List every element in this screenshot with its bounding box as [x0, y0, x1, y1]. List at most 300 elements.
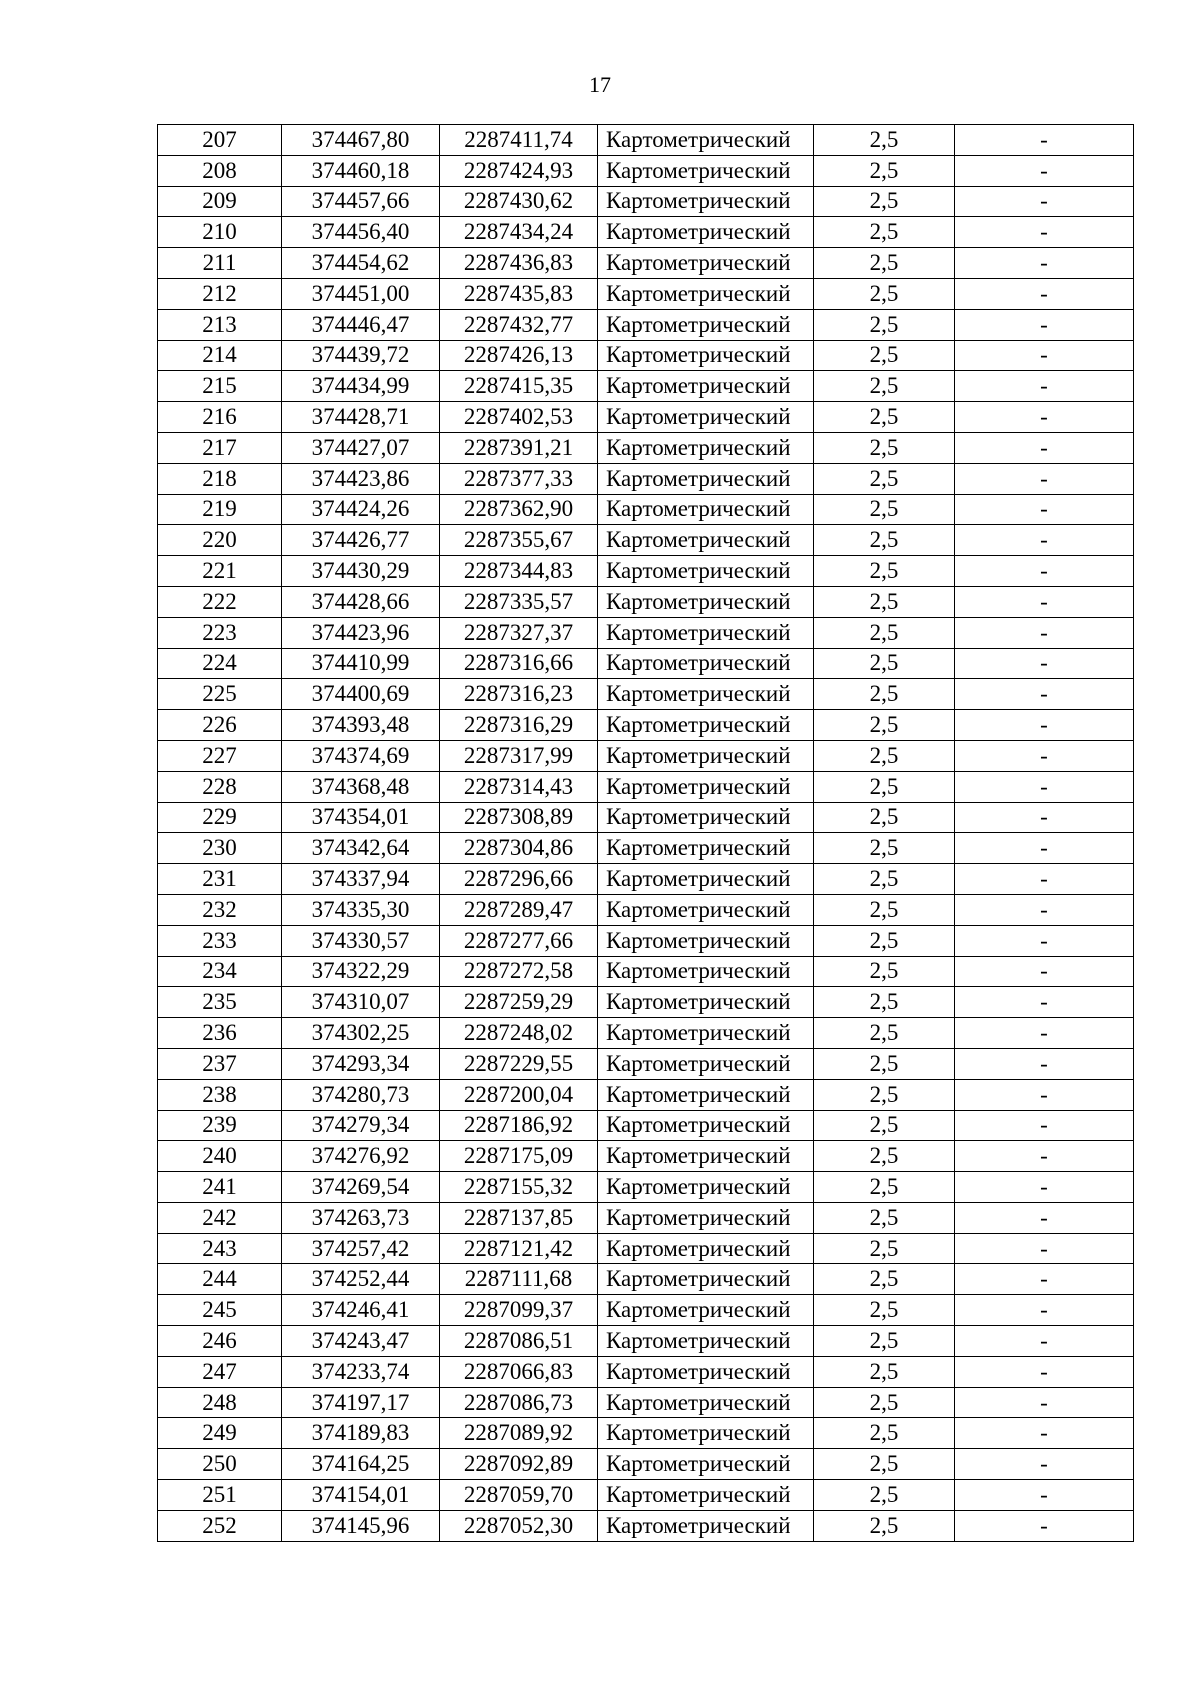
- method-cell: Картометрический: [598, 1449, 814, 1480]
- accuracy-cell: 2,5: [814, 186, 955, 217]
- y-coordinate-cell: 2287200,04: [440, 1079, 598, 1110]
- method-cell: Картометрический: [598, 925, 814, 956]
- y-coordinate-cell: 2287248,02: [440, 1018, 598, 1049]
- description-cell: -: [955, 155, 1134, 186]
- method-cell: Картометрический: [598, 833, 814, 864]
- method-cell: Картометрический: [598, 586, 814, 617]
- table-body: [158, 125, 1134, 1542]
- method-cell: Картометрический: [598, 1295, 814, 1326]
- point-number-cell: 227: [158, 740, 282, 771]
- method-cell: Картометрический: [598, 679, 814, 710]
- method-cell: Картометрический: [598, 186, 814, 217]
- x-coordinate-cell: 374456,40: [282, 217, 440, 248]
- method-cell: Картометрический: [598, 1172, 814, 1203]
- description-cell: -: [955, 586, 1134, 617]
- method-cell: Картометрический: [598, 1079, 814, 1110]
- method-cell: Картометрический: [598, 710, 814, 741]
- y-coordinate-cell: 2287314,43: [440, 771, 598, 802]
- point-number-cell: 211: [158, 248, 282, 279]
- description-cell: -: [955, 1449, 1134, 1480]
- x-coordinate-cell: 374335,30: [282, 894, 440, 925]
- point-number-cell: 242: [158, 1202, 282, 1233]
- x-coordinate-cell: 374322,29: [282, 956, 440, 987]
- description-cell: -: [955, 1480, 1134, 1511]
- table-row: [158, 1110, 1134, 1141]
- y-coordinate-cell: 2287411,74: [440, 125, 598, 156]
- point-number-cell: 226: [158, 710, 282, 741]
- x-coordinate-cell: 374243,47: [282, 1326, 440, 1357]
- x-coordinate-cell: 374451,00: [282, 278, 440, 309]
- point-number-cell: 212: [158, 278, 282, 309]
- description-cell: -: [955, 309, 1134, 340]
- accuracy-cell: 2,5: [814, 771, 955, 802]
- x-coordinate-cell: 374430,29: [282, 556, 440, 587]
- table-row: [158, 771, 1134, 802]
- y-coordinate-cell: 2287259,29: [440, 987, 598, 1018]
- accuracy-cell: 2,5: [814, 617, 955, 648]
- x-coordinate-cell: 374423,96: [282, 617, 440, 648]
- point-number-cell: 208: [158, 155, 282, 186]
- table-row: [158, 1018, 1134, 1049]
- method-cell: Картометрический: [598, 248, 814, 279]
- table-row: [158, 1202, 1134, 1233]
- x-coordinate-cell: 374154,01: [282, 1480, 440, 1511]
- description-cell: -: [955, 1356, 1134, 1387]
- accuracy-cell: 2,5: [814, 1141, 955, 1172]
- description-cell: -: [955, 432, 1134, 463]
- accuracy-cell: 2,5: [814, 525, 955, 556]
- accuracy-cell: 2,5: [814, 1295, 955, 1326]
- x-coordinate-cell: 374302,25: [282, 1018, 440, 1049]
- description-cell: -: [955, 802, 1134, 833]
- method-cell: Картометрический: [598, 956, 814, 987]
- table-row: [158, 1172, 1134, 1203]
- table-row: [158, 340, 1134, 371]
- table-row: [158, 1418, 1134, 1449]
- table-row: [158, 894, 1134, 925]
- method-cell: Картометрический: [598, 155, 814, 186]
- method-cell: Картометрический: [598, 125, 814, 156]
- point-number-cell: 218: [158, 463, 282, 494]
- y-coordinate-cell: 2287327,37: [440, 617, 598, 648]
- table-row: [158, 371, 1134, 402]
- y-coordinate-cell: 2287362,90: [440, 494, 598, 525]
- point-number-cell: 246: [158, 1326, 282, 1357]
- x-coordinate-cell: 374246,41: [282, 1295, 440, 1326]
- accuracy-cell: 2,5: [814, 648, 955, 679]
- y-coordinate-cell: 2287277,66: [440, 925, 598, 956]
- x-coordinate-cell: 374280,73: [282, 1079, 440, 1110]
- table-row: [158, 679, 1134, 710]
- x-coordinate-cell: 374310,07: [282, 987, 440, 1018]
- description-cell: -: [955, 1048, 1134, 1079]
- description-cell: -: [955, 278, 1134, 309]
- table-row: [158, 556, 1134, 587]
- method-cell: Картометрический: [598, 432, 814, 463]
- y-coordinate-cell: 2287052,30: [440, 1510, 598, 1541]
- accuracy-cell: 2,5: [814, 494, 955, 525]
- point-number-cell: 225: [158, 679, 282, 710]
- method-cell: Картометрический: [598, 1326, 814, 1357]
- point-number-cell: 244: [158, 1264, 282, 1295]
- accuracy-cell: 2,5: [814, 864, 955, 895]
- x-coordinate-cell: 374189,83: [282, 1418, 440, 1449]
- y-coordinate-cell: 2287316,66: [440, 648, 598, 679]
- method-cell: Картометрический: [598, 217, 814, 248]
- x-coordinate-cell: 374446,47: [282, 309, 440, 340]
- description-cell: -: [955, 617, 1134, 648]
- table-row: [158, 1356, 1134, 1387]
- description-cell: -: [955, 125, 1134, 156]
- method-cell: Картометрический: [598, 371, 814, 402]
- x-coordinate-cell: 374460,18: [282, 155, 440, 186]
- method-cell: Картометрический: [598, 1233, 814, 1264]
- table-row: [158, 463, 1134, 494]
- point-number-cell: 231: [158, 864, 282, 895]
- x-coordinate-cell: 374410,99: [282, 648, 440, 679]
- accuracy-cell: 2,5: [814, 894, 955, 925]
- point-number-cell: 237: [158, 1048, 282, 1079]
- y-coordinate-cell: 2287316,23: [440, 679, 598, 710]
- y-coordinate-cell: 2287059,70: [440, 1480, 598, 1511]
- description-cell: -: [955, 371, 1134, 402]
- table-row: [158, 802, 1134, 833]
- x-coordinate-cell: 374423,86: [282, 463, 440, 494]
- method-cell: Картометрический: [598, 648, 814, 679]
- description-cell: -: [955, 864, 1134, 895]
- table-row: [158, 1480, 1134, 1511]
- y-coordinate-cell: 2287335,57: [440, 586, 598, 617]
- point-number-cell: 207: [158, 125, 282, 156]
- accuracy-cell: 2,5: [814, 1387, 955, 1418]
- y-coordinate-cell: 2287175,09: [440, 1141, 598, 1172]
- table-row: [158, 956, 1134, 987]
- accuracy-cell: 2,5: [814, 1233, 955, 1264]
- table-row: [158, 278, 1134, 309]
- table-row: [158, 1048, 1134, 1079]
- y-coordinate-cell: 2287317,99: [440, 740, 598, 771]
- y-coordinate-cell: 2287186,92: [440, 1110, 598, 1141]
- description-cell: -: [955, 833, 1134, 864]
- accuracy-cell: 2,5: [814, 217, 955, 248]
- x-coordinate-cell: 374293,34: [282, 1048, 440, 1079]
- description-cell: -: [955, 987, 1134, 1018]
- method-cell: Картометрический: [598, 771, 814, 802]
- table-row: [158, 1510, 1134, 1541]
- accuracy-cell: 2,5: [814, 1418, 955, 1449]
- table-row: [158, 925, 1134, 956]
- y-coordinate-cell: 2287355,67: [440, 525, 598, 556]
- accuracy-cell: 2,5: [814, 1172, 955, 1203]
- x-coordinate-cell: 374252,44: [282, 1264, 440, 1295]
- y-coordinate-cell: 2287289,47: [440, 894, 598, 925]
- table-row: [158, 1079, 1134, 1110]
- point-number-cell: 250: [158, 1449, 282, 1480]
- x-coordinate-cell: 374428,66: [282, 586, 440, 617]
- point-number-cell: 210: [158, 217, 282, 248]
- method-cell: Картометрический: [598, 1264, 814, 1295]
- accuracy-cell: 2,5: [814, 1110, 955, 1141]
- point-number-cell: 247: [158, 1356, 282, 1387]
- table-row: [158, 1264, 1134, 1295]
- method-cell: Картометрический: [598, 1018, 814, 1049]
- description-cell: -: [955, 1264, 1134, 1295]
- x-coordinate-cell: 374439,72: [282, 340, 440, 371]
- point-number-cell: 220: [158, 525, 282, 556]
- y-coordinate-cell: 2287415,35: [440, 371, 598, 402]
- coordinates-table: [157, 124, 1134, 1542]
- y-coordinate-cell: 2287308,89: [440, 802, 598, 833]
- method-cell: Картометрический: [598, 1202, 814, 1233]
- description-cell: -: [955, 679, 1134, 710]
- description-cell: -: [955, 1510, 1134, 1541]
- point-number-cell: 235: [158, 987, 282, 1018]
- y-coordinate-cell: 2287436,83: [440, 248, 598, 279]
- accuracy-cell: 2,5: [814, 925, 955, 956]
- accuracy-cell: 2,5: [814, 125, 955, 156]
- method-cell: Картометрический: [598, 278, 814, 309]
- description-cell: -: [955, 1141, 1134, 1172]
- x-coordinate-cell: 374354,01: [282, 802, 440, 833]
- y-coordinate-cell: 2287099,37: [440, 1295, 598, 1326]
- method-cell: Картометрический: [598, 864, 814, 895]
- y-coordinate-cell: 2287391,21: [440, 432, 598, 463]
- accuracy-cell: 2,5: [814, 987, 955, 1018]
- accuracy-cell: 2,5: [814, 340, 955, 371]
- method-cell: Картометрический: [598, 494, 814, 525]
- description-cell: -: [955, 925, 1134, 956]
- page-number: 17: [589, 72, 611, 97]
- y-coordinate-cell: 2287424,93: [440, 155, 598, 186]
- accuracy-cell: 2,5: [814, 710, 955, 741]
- x-coordinate-cell: 374276,92: [282, 1141, 440, 1172]
- description-cell: -: [955, 248, 1134, 279]
- description-cell: -: [955, 1295, 1134, 1326]
- table-row: [158, 1387, 1134, 1418]
- method-cell: Картометрический: [598, 340, 814, 371]
- x-coordinate-cell: 374400,69: [282, 679, 440, 710]
- table-row: [158, 402, 1134, 433]
- description-cell: -: [955, 556, 1134, 587]
- table-row: [158, 1449, 1134, 1480]
- point-number-cell: 239: [158, 1110, 282, 1141]
- method-cell: Картометрический: [598, 525, 814, 556]
- method-cell: Картометрический: [598, 463, 814, 494]
- y-coordinate-cell: 2287111,68: [440, 1264, 598, 1295]
- description-cell: -: [955, 648, 1134, 679]
- accuracy-cell: 2,5: [814, 402, 955, 433]
- accuracy-cell: 2,5: [814, 1018, 955, 1049]
- point-number-cell: 251: [158, 1480, 282, 1511]
- accuracy-cell: 2,5: [814, 432, 955, 463]
- x-coordinate-cell: 374279,34: [282, 1110, 440, 1141]
- accuracy-cell: 2,5: [814, 586, 955, 617]
- accuracy-cell: 2,5: [814, 1326, 955, 1357]
- table-row: [158, 987, 1134, 1018]
- table-row: [158, 432, 1134, 463]
- description-cell: -: [955, 1233, 1134, 1264]
- point-number-cell: 233: [158, 925, 282, 956]
- table-row: [158, 1141, 1134, 1172]
- method-cell: Картометрический: [598, 1141, 814, 1172]
- x-coordinate-cell: 374257,42: [282, 1233, 440, 1264]
- y-coordinate-cell: 2287434,24: [440, 217, 598, 248]
- accuracy-cell: 2,5: [814, 1480, 955, 1511]
- point-number-cell: 215: [158, 371, 282, 402]
- description-cell: -: [955, 1079, 1134, 1110]
- table-row: [158, 586, 1134, 617]
- accuracy-cell: 2,5: [814, 1079, 955, 1110]
- point-number-cell: 216: [158, 402, 282, 433]
- x-coordinate-cell: 374233,74: [282, 1356, 440, 1387]
- point-number-cell: 240: [158, 1141, 282, 1172]
- accuracy-cell: 2,5: [814, 463, 955, 494]
- x-coordinate-cell: 374428,71: [282, 402, 440, 433]
- accuracy-cell: 2,5: [814, 833, 955, 864]
- description-cell: -: [955, 771, 1134, 802]
- method-cell: Картометрический: [598, 617, 814, 648]
- method-cell: Картометрический: [598, 802, 814, 833]
- table-row: [158, 217, 1134, 248]
- method-cell: Картометрический: [598, 1110, 814, 1141]
- x-coordinate-cell: 374454,62: [282, 248, 440, 279]
- x-coordinate-cell: 374145,96: [282, 1510, 440, 1541]
- y-coordinate-cell: 2287402,53: [440, 402, 598, 433]
- accuracy-cell: 2,5: [814, 802, 955, 833]
- table-row: [158, 155, 1134, 186]
- description-cell: -: [955, 525, 1134, 556]
- x-coordinate-cell: 374457,66: [282, 186, 440, 217]
- point-number-cell: 229: [158, 802, 282, 833]
- y-coordinate-cell: 2287316,29: [440, 710, 598, 741]
- table-row: [158, 617, 1134, 648]
- y-coordinate-cell: 2287435,83: [440, 278, 598, 309]
- description-cell: -: [955, 217, 1134, 248]
- method-cell: Картометрический: [598, 1356, 814, 1387]
- x-coordinate-cell: 374427,07: [282, 432, 440, 463]
- point-number-cell: 219: [158, 494, 282, 525]
- accuracy-cell: 2,5: [814, 679, 955, 710]
- point-number-cell: 249: [158, 1418, 282, 1449]
- method-cell: Картометрический: [598, 402, 814, 433]
- table-row: [158, 1326, 1134, 1357]
- y-coordinate-cell: 2287086,73: [440, 1387, 598, 1418]
- method-cell: Картометрический: [598, 1418, 814, 1449]
- y-coordinate-cell: 2287377,33: [440, 463, 598, 494]
- x-coordinate-cell: 374426,77: [282, 525, 440, 556]
- y-coordinate-cell: 2287272,58: [440, 956, 598, 987]
- table-row: [158, 1295, 1134, 1326]
- accuracy-cell: 2,5: [814, 956, 955, 987]
- y-coordinate-cell: 2287155,32: [440, 1172, 598, 1203]
- x-coordinate-cell: 374467,80: [282, 125, 440, 156]
- description-cell: -: [955, 340, 1134, 371]
- method-cell: Картометрический: [598, 1048, 814, 1079]
- accuracy-cell: 2,5: [814, 278, 955, 309]
- table-row: [158, 648, 1134, 679]
- table-row: [158, 125, 1134, 156]
- point-number-cell: 230: [158, 833, 282, 864]
- point-number-cell: 228: [158, 771, 282, 802]
- y-coordinate-cell: 2287121,42: [440, 1233, 598, 1264]
- accuracy-cell: 2,5: [814, 309, 955, 340]
- description-cell: -: [955, 1418, 1134, 1449]
- description-cell: -: [955, 956, 1134, 987]
- table-row: [158, 494, 1134, 525]
- method-cell: Картометрический: [598, 740, 814, 771]
- y-coordinate-cell: 2287066,83: [440, 1356, 598, 1387]
- table-row: [158, 833, 1134, 864]
- x-coordinate-cell: 374197,17: [282, 1387, 440, 1418]
- x-coordinate-cell: 374269,54: [282, 1172, 440, 1203]
- point-number-cell: 213: [158, 309, 282, 340]
- accuracy-cell: 2,5: [814, 1048, 955, 1079]
- x-coordinate-cell: 374164,25: [282, 1449, 440, 1480]
- accuracy-cell: 2,5: [814, 1510, 955, 1541]
- point-number-cell: 236: [158, 1018, 282, 1049]
- y-coordinate-cell: 2287296,66: [440, 864, 598, 895]
- x-coordinate-cell: 374337,94: [282, 864, 440, 895]
- y-coordinate-cell: 2287430,62: [440, 186, 598, 217]
- point-number-cell: 217: [158, 432, 282, 463]
- x-coordinate-cell: 374330,57: [282, 925, 440, 956]
- x-coordinate-cell: 374424,26: [282, 494, 440, 525]
- description-cell: -: [955, 894, 1134, 925]
- y-coordinate-cell: 2287092,89: [440, 1449, 598, 1480]
- point-number-cell: 238: [158, 1079, 282, 1110]
- point-number-cell: 243: [158, 1233, 282, 1264]
- point-number-cell: 234: [158, 956, 282, 987]
- method-cell: Картометрический: [598, 309, 814, 340]
- y-coordinate-cell: 2287089,92: [440, 1418, 598, 1449]
- point-number-cell: 252: [158, 1510, 282, 1541]
- description-cell: -: [955, 186, 1134, 217]
- method-cell: Картометрический: [598, 556, 814, 587]
- description-cell: -: [955, 710, 1134, 741]
- description-cell: -: [955, 1326, 1134, 1357]
- accuracy-cell: 2,5: [814, 1202, 955, 1233]
- point-number-cell: 223: [158, 617, 282, 648]
- description-cell: -: [955, 1110, 1134, 1141]
- method-cell: Картометрический: [598, 1510, 814, 1541]
- table-row: [158, 740, 1134, 771]
- x-coordinate-cell: 374263,73: [282, 1202, 440, 1233]
- method-cell: Картометрический: [598, 987, 814, 1018]
- y-coordinate-cell: 2287086,51: [440, 1326, 598, 1357]
- description-cell: -: [955, 402, 1134, 433]
- y-coordinate-cell: 2287304,86: [440, 833, 598, 864]
- accuracy-cell: 2,5: [814, 1356, 955, 1387]
- method-cell: Картометрический: [598, 1480, 814, 1511]
- accuracy-cell: 2,5: [814, 1264, 955, 1295]
- y-coordinate-cell: 2287344,83: [440, 556, 598, 587]
- y-coordinate-cell: 2287432,77: [440, 309, 598, 340]
- accuracy-cell: 2,5: [814, 155, 955, 186]
- table-row: [158, 864, 1134, 895]
- point-number-cell: 232: [158, 894, 282, 925]
- accuracy-cell: 2,5: [814, 371, 955, 402]
- x-coordinate-cell: 374374,69: [282, 740, 440, 771]
- accuracy-cell: 2,5: [814, 740, 955, 771]
- point-number-cell: 209: [158, 186, 282, 217]
- table-row: [158, 710, 1134, 741]
- table-row: [158, 248, 1134, 279]
- point-number-cell: 224: [158, 648, 282, 679]
- table-row: [158, 525, 1134, 556]
- description-cell: -: [955, 463, 1134, 494]
- x-coordinate-cell: 374434,99: [282, 371, 440, 402]
- description-cell: -: [955, 1202, 1134, 1233]
